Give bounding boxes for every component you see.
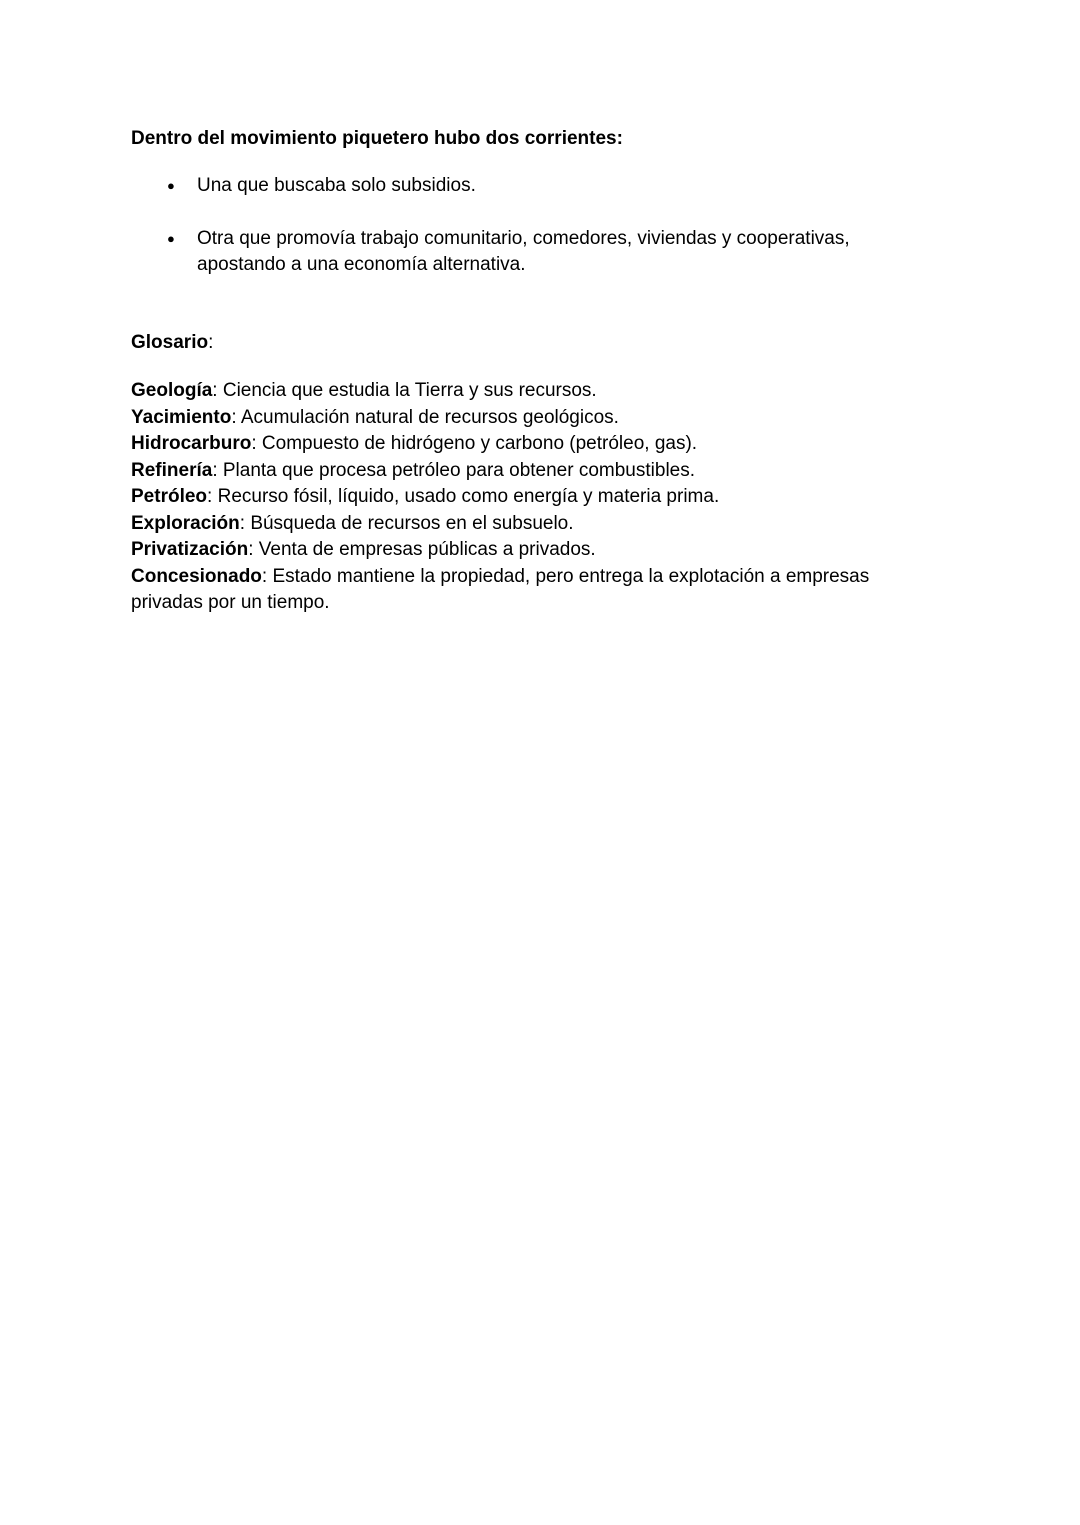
glossary-term: Refinería: [131, 459, 213, 481]
glossary-separator: :: [207, 486, 218, 507]
glossary-separator: :: [251, 433, 262, 454]
glossary-term: Privatización: [131, 539, 249, 560]
glossary-definition: Recurso fósil, líquido, usado como energía y materia prima.: [217, 486, 720, 507]
bullet-list: [131, 173, 949, 278]
glossary-definition: Compuesto de hidrógeno y carbono (petróleo, gas).: [261, 433, 698, 454]
glossary-entry: [131, 405, 921, 432]
glossary-definition: Venta de empresas públicas a privados.: [258, 539, 596, 560]
bullet-icon: ●: [167, 231, 175, 246]
glossary-term: Hidrocarburo: [131, 433, 252, 454]
glossary-definition: Búsqueda de recursos en el subsuelo.: [250, 512, 574, 534]
glossary-heading-colon: :: [208, 332, 214, 353]
glossary-definition: Estado mantiene la propiedad, pero entrega la explotación a empresas privadas por un tiempo.: [131, 565, 870, 613]
glossary-entry: [131, 564, 921, 617]
glossary-definition: Ciencia que estudia la Tierra y sus recursos.: [222, 380, 597, 401]
glossary-entry: [131, 484, 921, 511]
bullet-text: Una que buscaba solo subsidios.: [197, 175, 476, 196]
section-heading: Dentro del movimiento piquetero hubo dos corrientes:: [131, 128, 623, 149]
glossary-term: Exploración: [131, 512, 240, 534]
glossary-term: Yacimiento: [131, 406, 232, 428]
glossary-heading: [131, 330, 949, 356]
glossary-entry: [131, 511, 921, 538]
glossary-definition: Planta que procesa petróleo para obtener combustibles.: [222, 459, 696, 481]
bullet-text: Otra que promovía trabajo comunitario, comedores, viviendas y cooperativas, apostando a una economía alternativa.: [197, 228, 850, 275]
glossary-entry: [131, 537, 921, 564]
list-item: [131, 173, 949, 199]
glossary-term: Concesionado: [131, 565, 262, 587]
bullet-icon: ●: [167, 178, 175, 193]
glossary-separator: :: [239, 512, 251, 534]
glossary-separator: :: [231, 406, 241, 428]
glossary-definition: Acumulación natural de recursos geológicos.: [240, 406, 619, 428]
glossary-term: Petróleo: [131, 486, 208, 507]
glossary-entry: [131, 431, 921, 458]
glossary-entry: [131, 458, 921, 485]
glossary-list: [131, 378, 949, 617]
glossary-separator: :: [248, 539, 259, 560]
glossary-heading-term: Glosario: [131, 332, 209, 353]
glossary-separator: :: [261, 565, 273, 587]
glossary-entry: [131, 378, 921, 405]
glossary-separator: :: [212, 380, 223, 401]
glossary-separator: :: [212, 459, 223, 481]
list-item: [131, 226, 949, 278]
glossary-term: Geología: [131, 380, 213, 401]
